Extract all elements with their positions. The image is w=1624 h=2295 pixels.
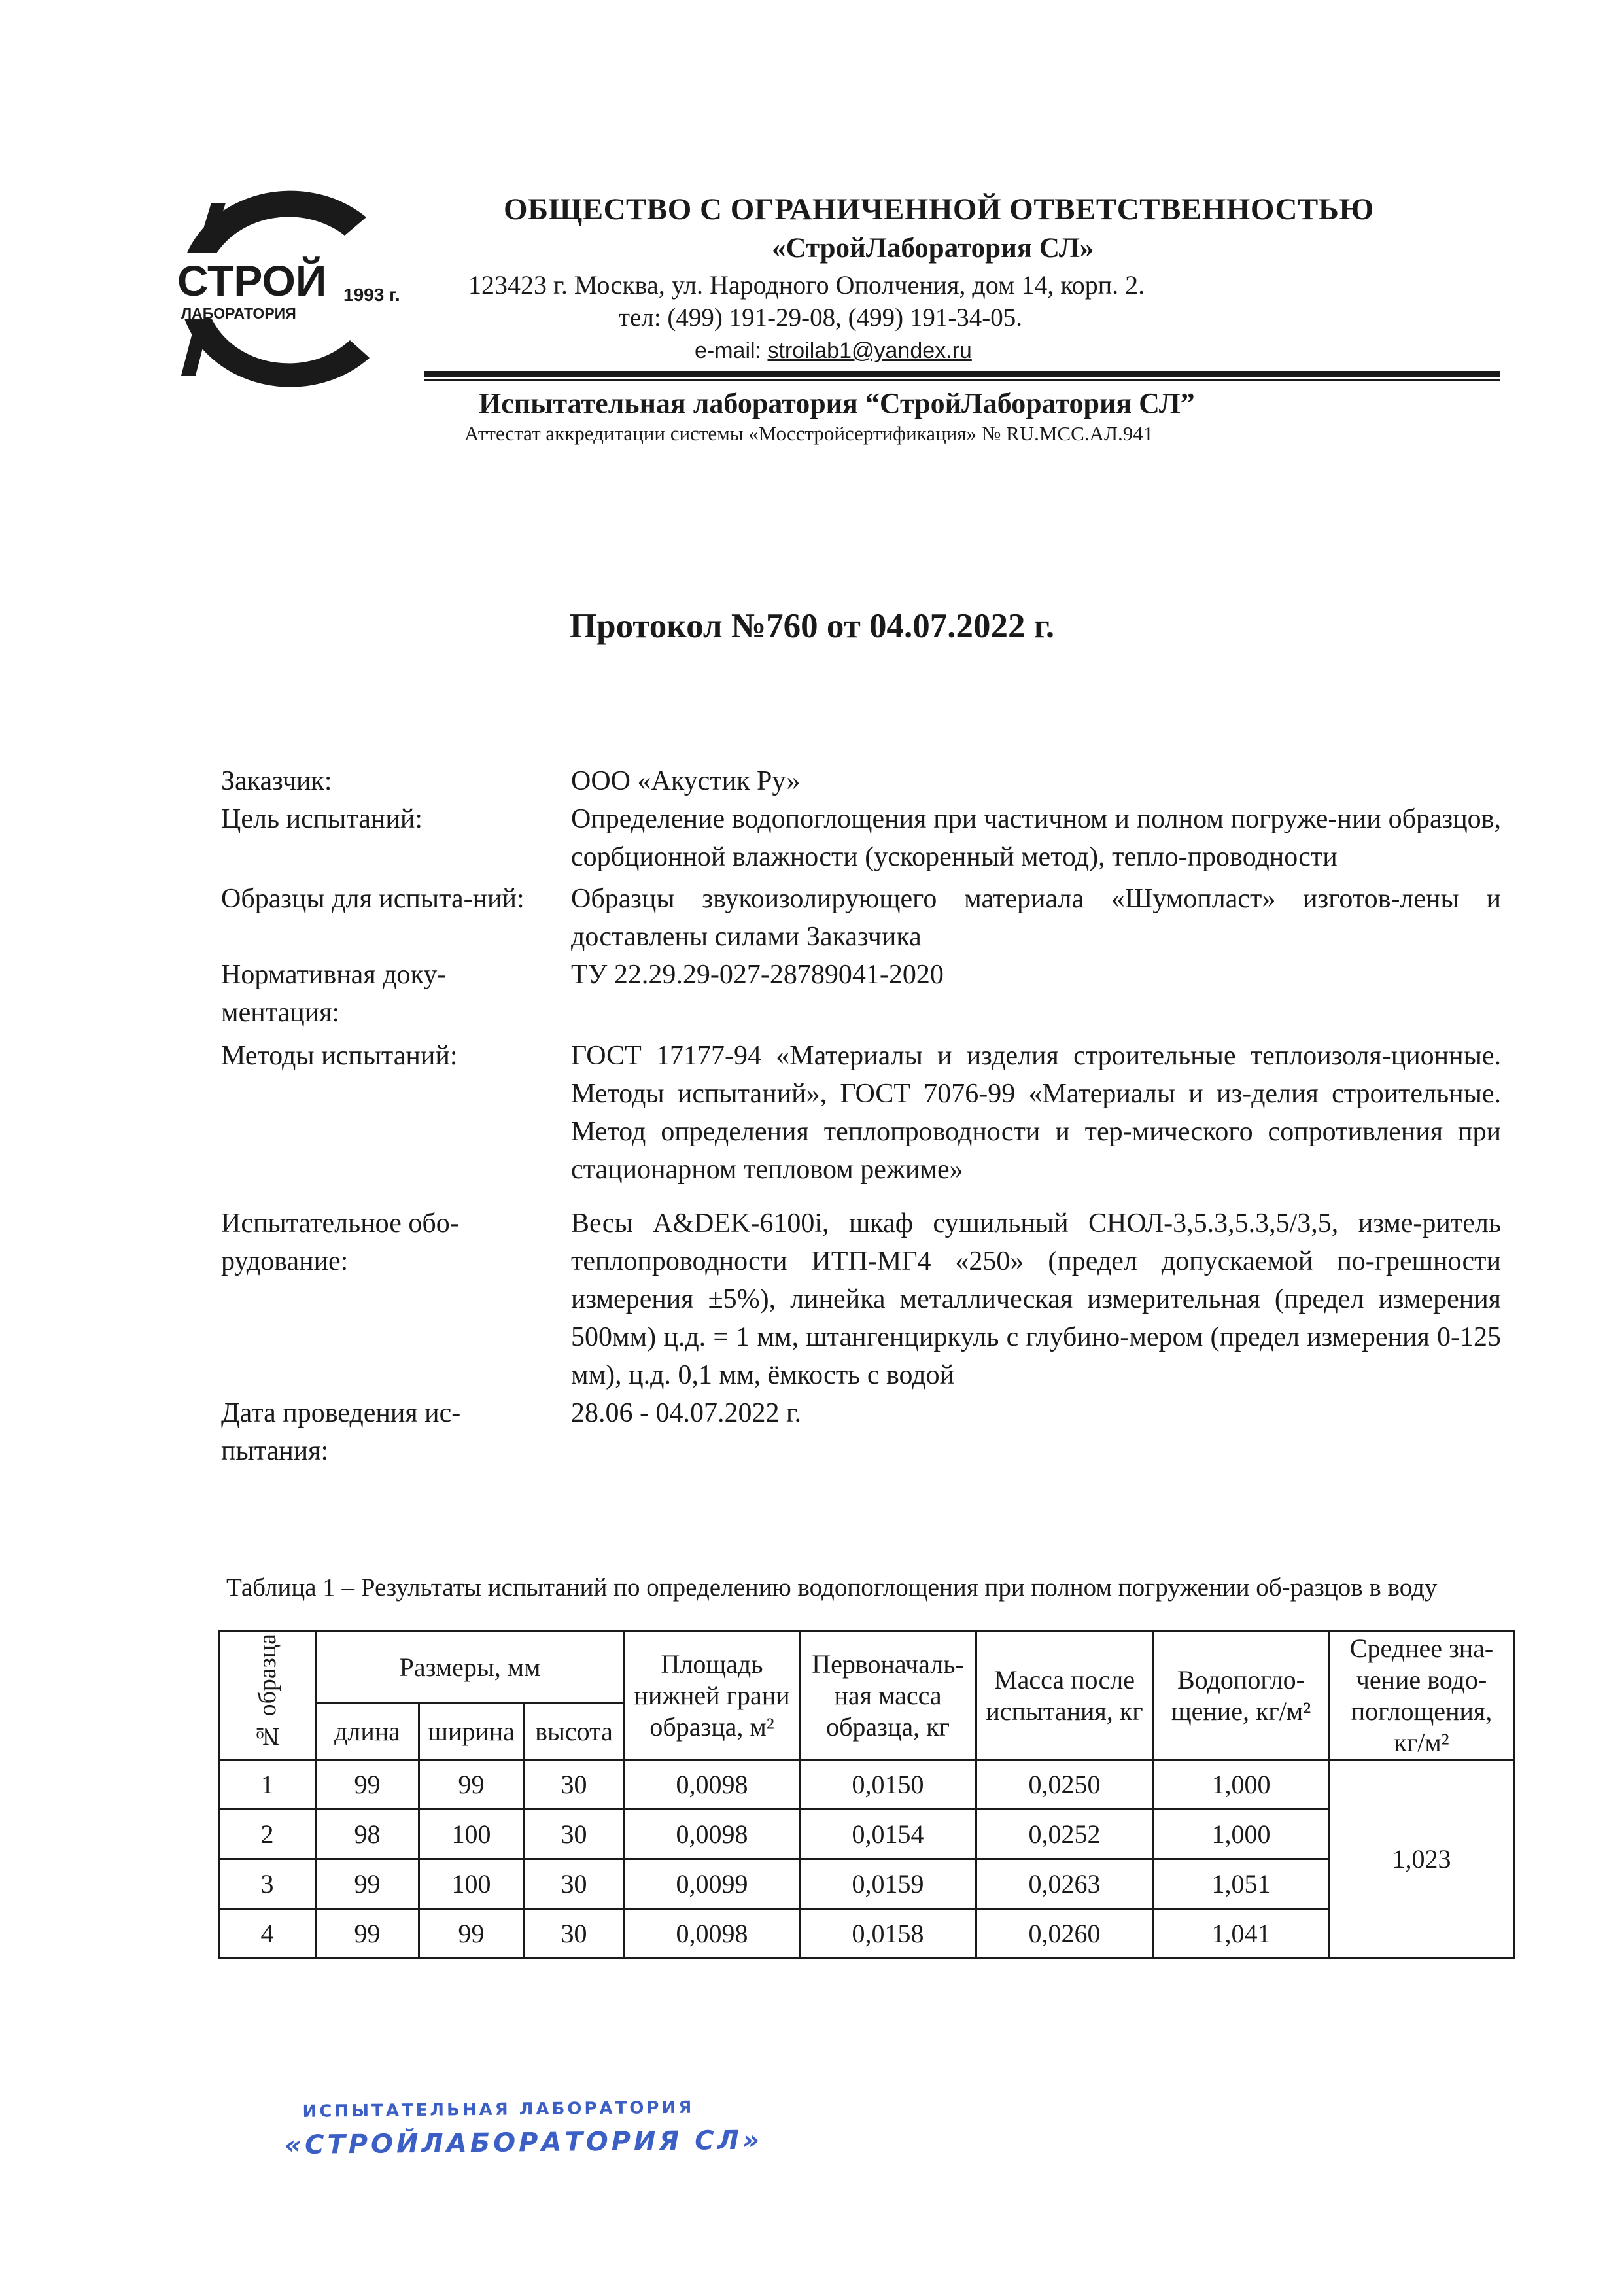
col-header-mass-after: Масса после испытания, кг (976, 1632, 1153, 1760)
info-row-customer (221, 762, 1503, 800)
info-value: Определение водопоглощения при частичном и полном погруже-нии образцов, сорбционной влажности (ускоренный метод), тепло-проводности (571, 804, 1501, 872)
cell-width: 99 (419, 1760, 524, 1810)
org-address: 123423 г. Москва, ул. Народного Ополчения, дом 14, корп. 2. (468, 270, 1145, 300)
org-short-name: «СтройЛаборатория СЛ» (772, 233, 1094, 264)
info-value: Весы A&DEK-6100i, шкаф сушильный СНОЛ-3,5.3,5.3,5/3,5, изме-ритель теплопроводности ИТП-МГ4 «250» (предел допускаемой по-грешности измерения ±5%), линейка металлическая измерительная (предел измерения 500мм) ц.д. = 1 мм, штангенциркуль с глубино-мером (предел измерения 0-125 мм), ц.д. 0,1 мм, ёмкость с водой (571, 1208, 1501, 1390)
info-row-equipment (221, 1204, 1503, 1394)
cell-area: 0,0098 (625, 1760, 800, 1810)
header-divider-thin (424, 379, 1500, 381)
cell-length: 98 (316, 1810, 419, 1859)
org-phones: тел: (499) 191-29-08, (499) 191-34-05. (619, 304, 1023, 332)
protocol-info-list (221, 762, 1503, 1470)
cell-height: 30 (524, 1859, 625, 1909)
col-header-area: Площадь нижней грани образца, м² (625, 1632, 800, 1760)
cell-width: 99 (419, 1909, 524, 1959)
col-header-mass-initial: Первоначаль-ная масса образца, кг (800, 1632, 976, 1760)
info-label: Испытательное обо-рудование: (221, 1208, 459, 1276)
stamp-line-1: ИСПЫТАТЕЛЬНАЯ ЛАБОРАТОРИЯ (302, 2097, 695, 2122)
email-link[interactable]: stroilab1@yandex.ru (767, 338, 972, 363)
col-header-width: ширина (419, 1704, 524, 1760)
cell-sample-number: 4 (219, 1909, 316, 1959)
cell-absorption: 1,041 (1153, 1909, 1330, 1959)
table-row (219, 1909, 1514, 1959)
col-header-label: № образца (253, 1634, 281, 1750)
cell-mass-after: 0,0252 (976, 1810, 1153, 1859)
col-header-height: высота (524, 1704, 625, 1760)
cell-mass-after: 0,0263 (976, 1859, 1153, 1909)
cell-sample-number: 3 (219, 1859, 316, 1909)
info-value: 28.06 - 04.07.2022 г. (571, 1398, 801, 1428)
info-label: Методы испытаний: (221, 1041, 458, 1071)
cell-length: 99 (316, 1909, 419, 1959)
info-label: Заказчик: (221, 766, 332, 796)
cell-absorption: 1,000 (1153, 1810, 1330, 1859)
col-header-average: Среднее зна-чение водо-поглощения, кг/м² (1330, 1632, 1514, 1760)
company-logo (134, 184, 422, 394)
col-header-absorption: Водопогло-щение, кг/м² (1153, 1632, 1330, 1760)
cell-width: 100 (419, 1810, 524, 1859)
cell-sample-number: 2 (219, 1810, 316, 1859)
lab-accreditation: Аттестат аккредитации системы «Мосстройсертификация» № RU.MCC.АЛ.941 (464, 422, 1154, 445)
cell-mass-initial: 0,0154 (800, 1810, 976, 1859)
info-label: Образцы для испыта-ний: (221, 884, 525, 914)
laboratory-stamp (284, 2095, 763, 2184)
logo-word-main: СТРОЙ (177, 256, 327, 305)
cell-mass-after: 0,0260 (976, 1909, 1153, 1959)
info-row-methods (221, 1037, 1503, 1189)
cell-mass-initial: 0,0150 (800, 1760, 976, 1810)
info-row-samples (221, 880, 1503, 956)
lab-name: Испытательная лаборатория “СтройЛаборатория СЛ” (479, 387, 1195, 419)
logo-word-sub: ЛАБОРАТОРИЯ (181, 305, 296, 322)
cell-mass-after: 0,0250 (976, 1760, 1153, 1810)
cell-absorption: 1,000 (1153, 1760, 1330, 1810)
cell-mass-initial: 0,0159 (800, 1859, 976, 1909)
cell-mass-initial: 0,0158 (800, 1909, 976, 1959)
info-row-test-date (221, 1394, 1503, 1470)
info-label: Нормативная доку-ментация: (221, 960, 447, 1028)
col-header-length: длина (316, 1704, 419, 1760)
results-table (218, 1630, 1515, 1959)
info-value: Образцы звукоизолирующего материала «Шумопласт» изготов-лены и доставлены силами Заказчика (571, 884, 1501, 952)
table-row (219, 1859, 1514, 1909)
cell-width: 100 (419, 1859, 524, 1909)
protocol-title: Протокол №760 от 04.07.2022 г. (569, 607, 1055, 645)
info-label: Дата проведения ис-пытания: (221, 1398, 461, 1466)
info-row-norms (221, 956, 1503, 1032)
info-label: Цель испытаний: (221, 804, 423, 834)
cell-sample-number: 1 (219, 1760, 316, 1810)
info-value: ТУ 22.29.29-027-28789041-2020 (571, 960, 944, 990)
email-label: e-mail: (695, 338, 762, 363)
cell-area: 0,0098 (625, 1909, 800, 1959)
table-row (219, 1760, 1514, 1810)
logo-year: 1993 г. (343, 285, 400, 305)
org-name: ОБЩЕСТВО С ОГРАНИЧЕННОЙ ОТВЕТСТВЕННОСТЬЮ (504, 192, 1374, 226)
header-divider-thick (424, 371, 1500, 377)
cell-height: 30 (524, 1810, 625, 1859)
cell-area: 0,0099 (625, 1859, 800, 1909)
stamp-line-2: «СТРОЙЛАБОРАТОРИЯ СЛ» (284, 2125, 763, 2161)
col-header-sample-number (219, 1632, 316, 1760)
cell-average-absorption: 1,023 (1330, 1760, 1514, 1959)
info-row-purpose (221, 800, 1503, 876)
cell-absorption: 1,051 (1153, 1859, 1330, 1909)
info-value: ООО «Акустик Ру» (571, 766, 801, 796)
cell-length: 99 (316, 1859, 419, 1909)
org-email-line (695, 338, 972, 364)
col-header-dimensions: Размеры, мм (316, 1632, 625, 1704)
table-row (219, 1810, 1514, 1859)
info-value: ГОСТ 17177-94 «Материалы и изделия строительные теплоизоля-ционные. Методы испытаний», ГОСТ 7076-99 «Материалы и из-делия строительные. Метод определения теплопроводности и тер-мического сопротивления при стационарном тепловом режиме» (571, 1041, 1501, 1185)
cell-length: 99 (316, 1760, 419, 1810)
table-header-row (219, 1632, 1514, 1704)
cell-area: 0,0098 (625, 1810, 800, 1859)
table-caption: Таблица 1 – Результаты испытаний по определению водопоглощения при полном погружении об-разцов в воду (226, 1573, 1438, 1602)
cell-height: 30 (524, 1760, 625, 1810)
cell-height: 30 (524, 1909, 625, 1959)
